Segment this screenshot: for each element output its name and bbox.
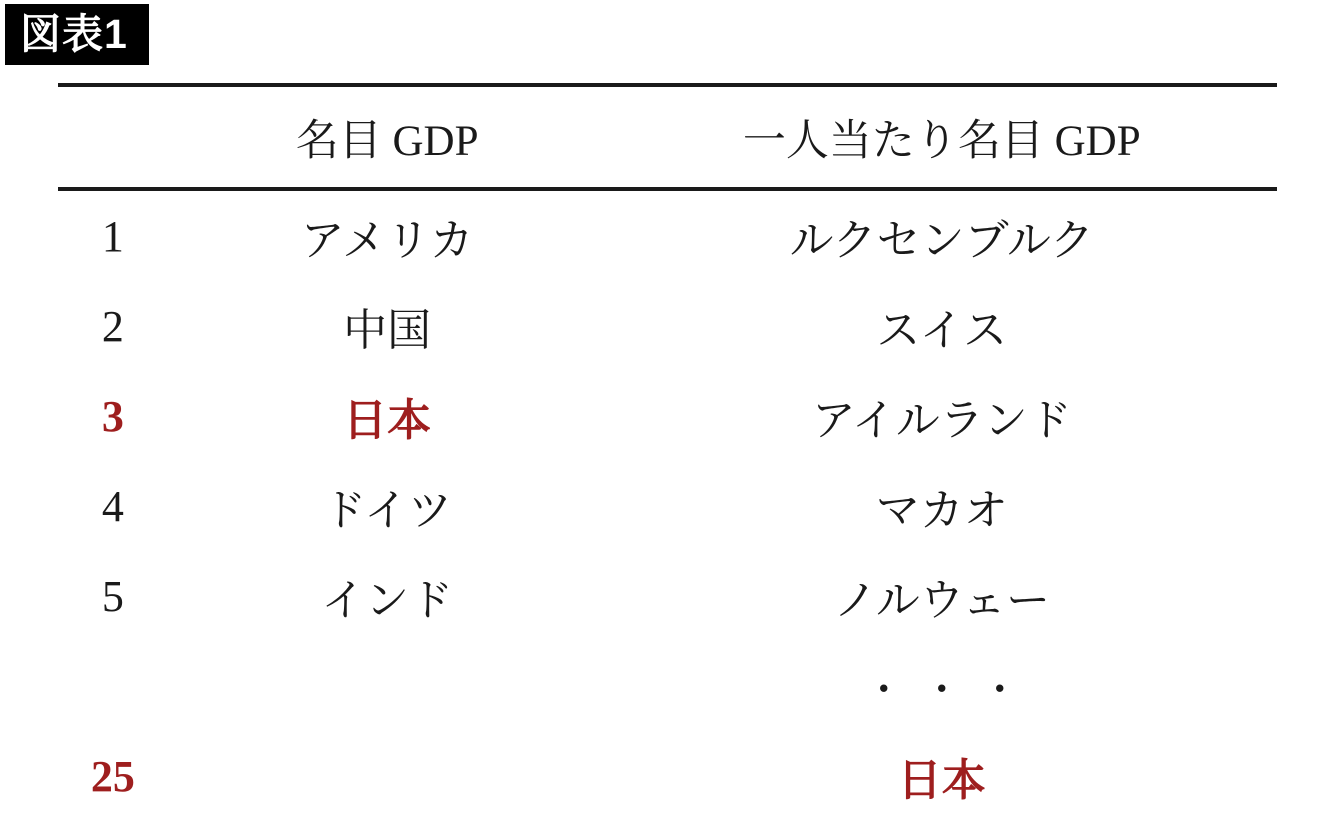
table-row-japan-nominal [58, 371, 1277, 461]
rank-cell-highlighted: 3 [101, 391, 124, 441]
nominal-gdp-cell: ドイツ [322, 486, 453, 535]
rank-cell-highlighted: 25 [90, 751, 135, 801]
table-row [58, 281, 1277, 371]
nominal-gdp-cell: インド [321, 576, 454, 625]
header-per-capita-gdp: 一人当たり名目 GDP [742, 117, 1141, 165]
nominal-gdp-cell-highlighted: 日本 [343, 396, 432, 445]
gdp-ranking-table [58, 83, 1277, 821]
table-row [58, 551, 1277, 641]
rank-cell: 1 [101, 211, 124, 261]
table-row [58, 461, 1277, 551]
per-capita-gdp-cell: ノルウェー [833, 576, 1050, 625]
ellipsis-dots: ・・・ [863, 666, 1038, 712]
per-capita-gdp-cell-highlighted: 日本 [897, 756, 986, 805]
per-capita-gdp-cell: アイルランド [811, 396, 1072, 445]
table-header-row [58, 87, 1277, 187]
table-row-ellipsis [58, 641, 1277, 731]
nominal-gdp-cell: 中国 [343, 306, 432, 355]
rank-cell: 2 [101, 301, 124, 351]
table-row [58, 191, 1277, 281]
per-capita-gdp-cell: スイス [876, 306, 1008, 355]
per-capita-gdp-cell: ルクセンブルク [789, 216, 1094, 265]
nominal-gdp-cell: アメリカ [300, 216, 474, 265]
figure-label: 図表1 [5, 4, 149, 65]
table-row-japan-per-capita [58, 731, 1277, 821]
per-capita-gdp-cell: マカオ [875, 486, 1008, 535]
rank-cell: 4 [101, 481, 124, 531]
rank-cell: 5 [101, 571, 124, 621]
header-nominal-gdp: 名目 GDP [295, 117, 479, 165]
